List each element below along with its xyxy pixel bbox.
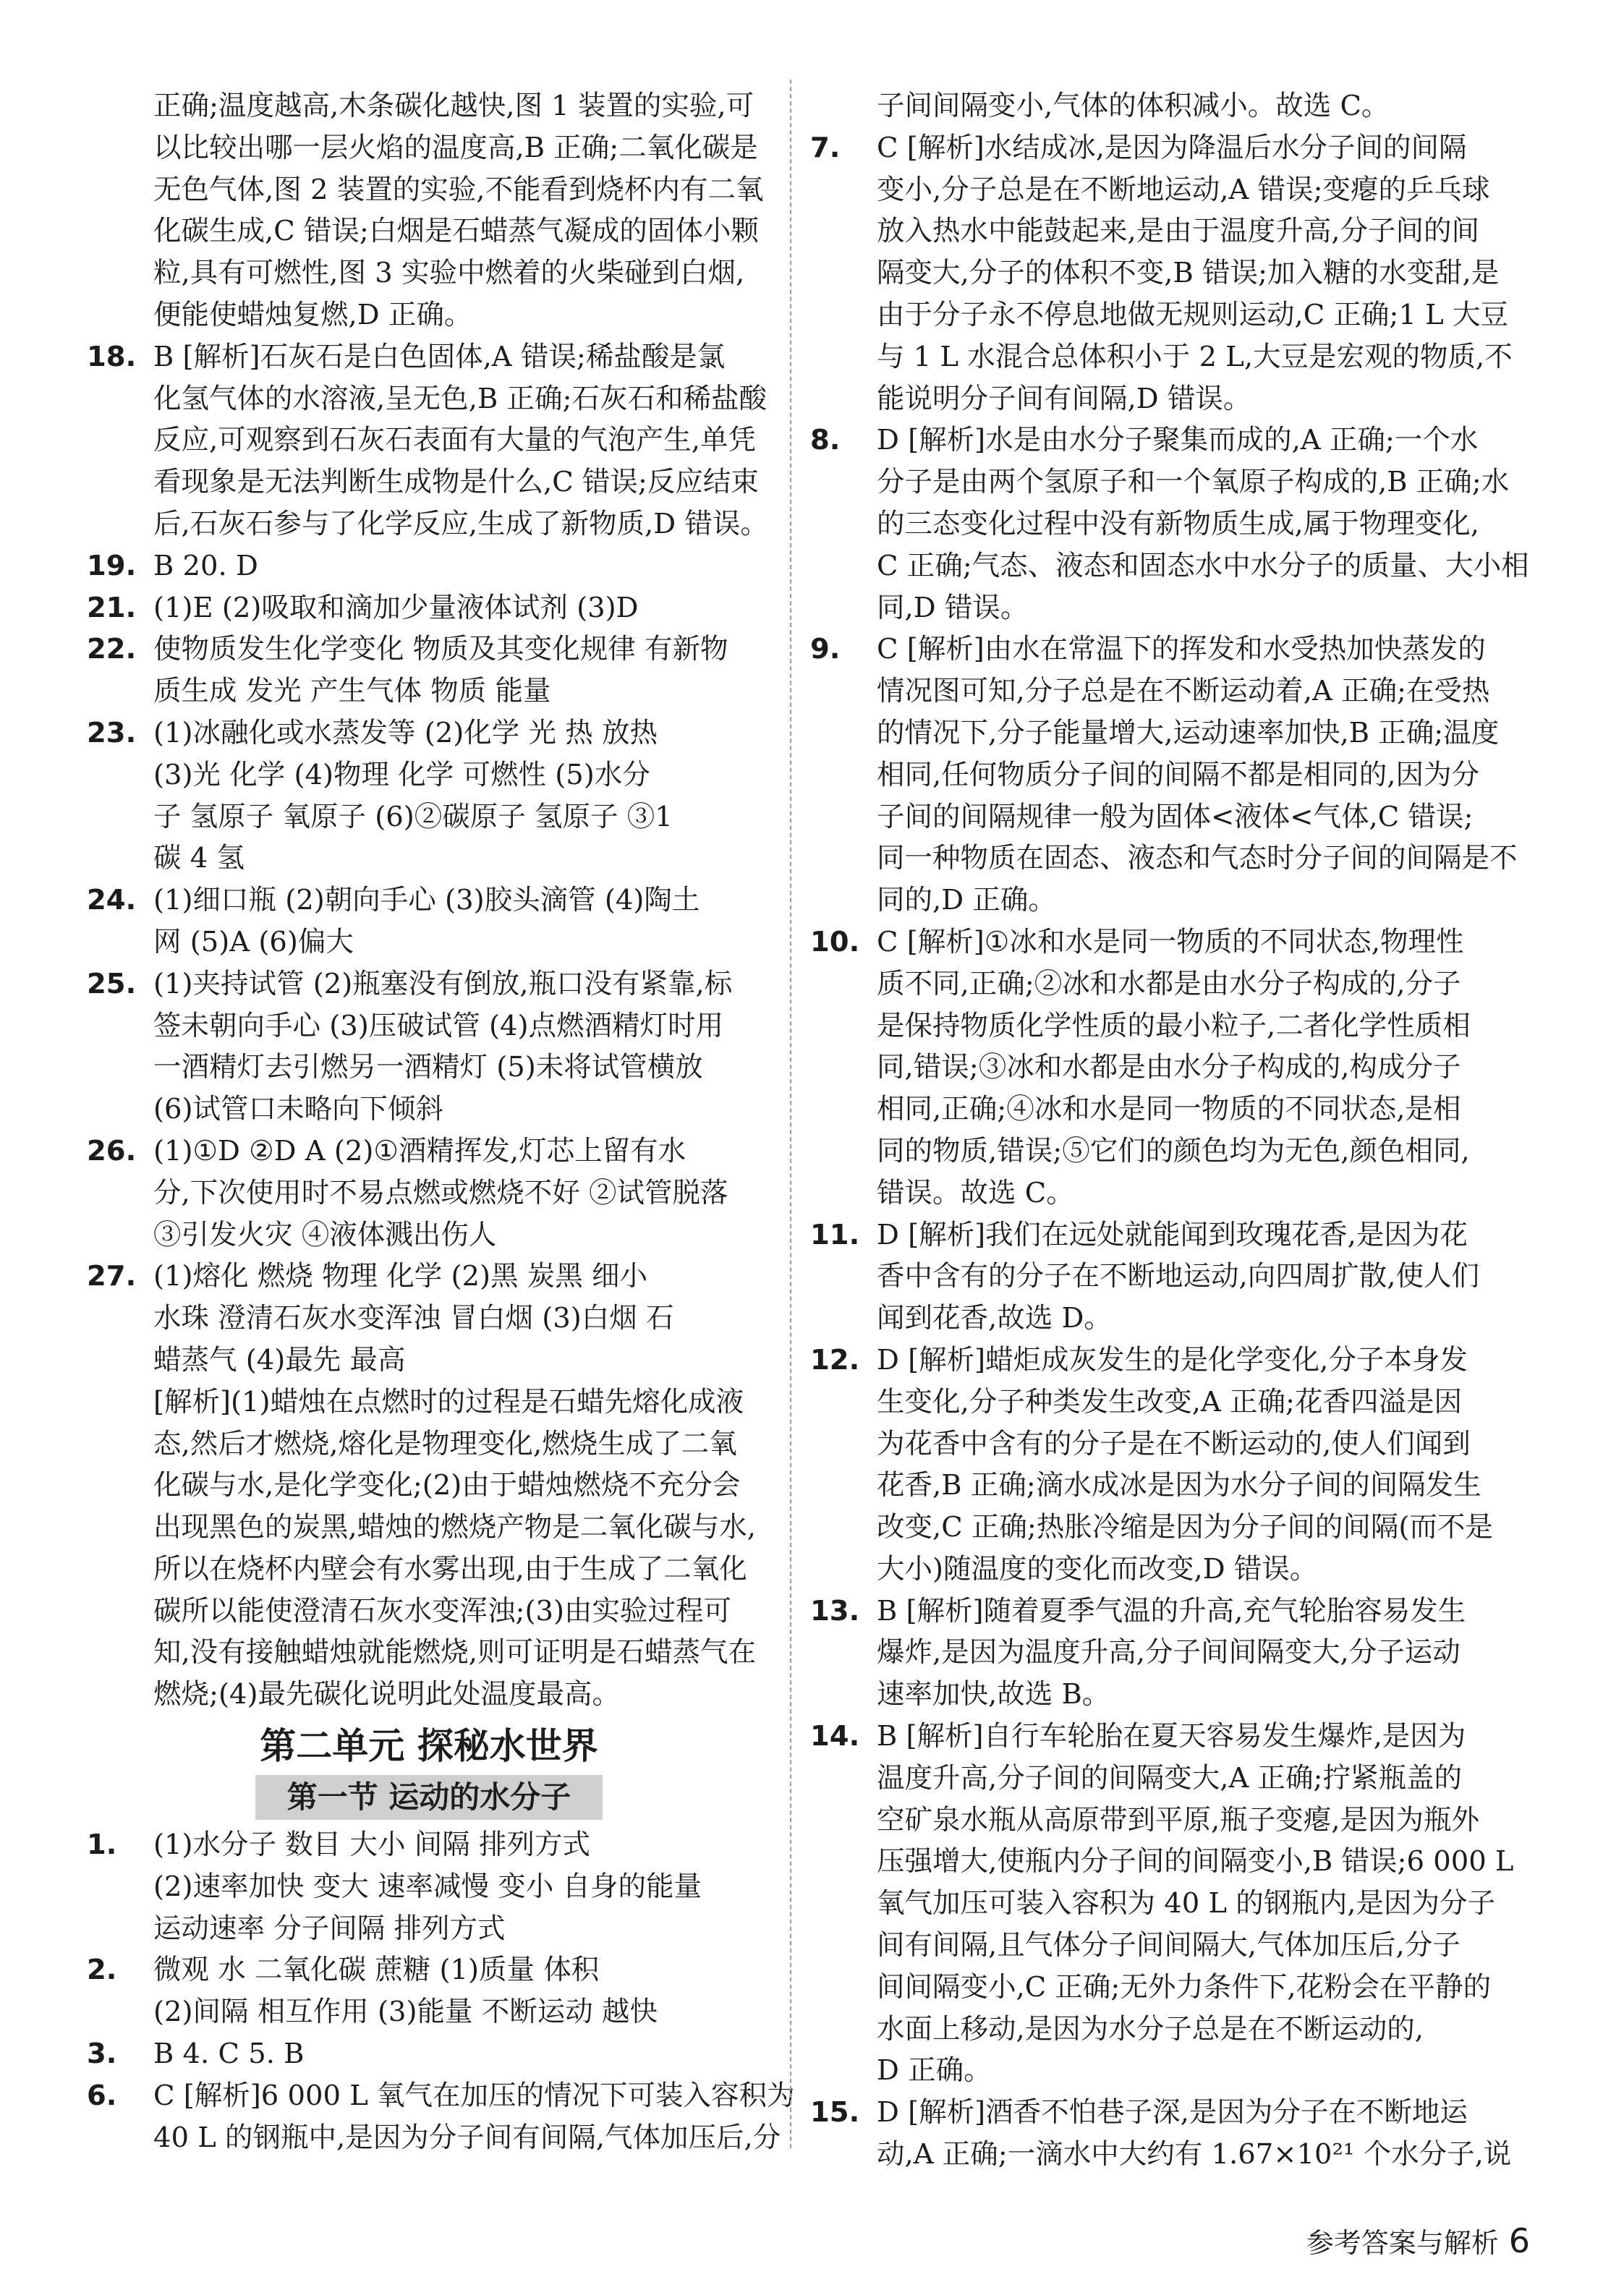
answer-line: B [解析]石灰石是白色固体,A 错误;稀盐酸是氯 <box>153 340 726 373</box>
answer-line: C [解析]水结成冰,是因为降温后水分子间的间隔 <box>877 131 1467 164</box>
answer-line: 知,没有接触蜡烛就能燃烧,则可证明是石蜡蒸气在 <box>153 1636 756 1669</box>
answer-line: D [解析]蜡炬成灰发生的是化学变化,分子本身发 <box>877 1343 1468 1376</box>
answer-number: 19. <box>87 549 137 582</box>
answer-line: 压强增大,使瓶内分子间的间隔变小,B 错误;6 000 L <box>877 1845 1514 1878</box>
answer-item <box>810 420 1529 629</box>
answer-line: 同,D 错误。 <box>877 591 1029 624</box>
answer-line: 看现象是无法判断生成物是什么,C 错误;反应结束 <box>153 466 759 499</box>
answer-line: 分,下次使用时不易点燃或燃烧不好 ②试管脱落 <box>153 1176 728 1209</box>
answer-item <box>810 85 1492 127</box>
answer-line: (1)熔化 燃烧 物理 化学 (2)黑 炭黑 细小 <box>153 1260 647 1293</box>
answer-line: 错误。故选 C。 <box>877 1176 1074 1209</box>
answer-line: 相同,任何物质分子间的间隔不都是相同的,因为分 <box>877 758 1479 791</box>
answer-line: 为花香中含有的分子是在不断运动的,使人们闻到 <box>877 1427 1471 1460</box>
answer-line: 子 氢原子 氧原子 (6)②碳原子 氢原子 ③1 <box>153 800 673 833</box>
answer-line: 出现黑色的炭黑,蜡烛的燃烧产物是二氧化碳与水, <box>153 1511 756 1544</box>
answer-line: 温度升高,分子间的间隔变大,A 正确;拧紧瓶盖的 <box>877 1761 1462 1795</box>
answer-line: 与 1 L 水混合总体积小于 2 L,大豆是宏观的物质,不 <box>877 340 1513 373</box>
answer-line: 质不同,正确;②冰和水都是由水分子构成的,分子 <box>877 967 1461 1000</box>
answer-line: 水面上移动,是因为水分子总是在不断运动的, <box>877 2012 1424 2046</box>
answer-line: (1)细口瓶 (2)朝向手心 (3)胶头滴管 (4)陶土 <box>153 884 700 917</box>
answer-line: 氧气加压可装入容积为 40 L 的钢瓶内,是因为分子 <box>877 1887 1496 1920</box>
answer-line: C [解析]①冰和水是同一物质的不同状态,物理性 <box>877 925 1464 958</box>
answer-line: D [解析]我们在远处就能闻到玫瑰花香,是因为花 <box>877 1218 1468 1251</box>
section-title: 第一节 运动的水分子 <box>255 1775 603 1820</box>
section-title-wrap <box>87 1775 771 1820</box>
answer-item <box>87 1949 771 2033</box>
answer-line: 同的,D 正确。 <box>877 884 1056 917</box>
answer-line: 改变,C 正确;热胀冷缩是因为分子间的间隔(而不是 <box>877 1511 1493 1544</box>
answer-line: B [解析]自行车轮胎在夏天容易发生爆炸,是因为 <box>877 1720 1466 1753</box>
answer-number: 3. <box>87 2038 117 2071</box>
answer-line: 情况图可知,分子总是在不断运动着,A 正确;在受热 <box>877 675 1490 708</box>
answer-item <box>810 1214 1492 1340</box>
answer-item <box>87 1824 771 1949</box>
answer-item <box>87 545 771 587</box>
answer-line: 以比较出哪一层火焰的温度高,B 正确;二氧化碳是 <box>153 131 758 164</box>
answer-item <box>87 2075 795 2159</box>
answer-line: 变小,分子总是在不断地运动,A 错误;变瘪的乒乓球 <box>877 173 1490 206</box>
answer-line: 相同,正确;④冰和水是同一物质的不同状态,是相 <box>877 1093 1461 1126</box>
answer-line: 放入热水中能鼓起来,是由于温度升高,分子间的间 <box>877 215 1479 248</box>
answer-line: 间间隔变小,C 正确;无外力条件下,花粉会在平静的 <box>877 1970 1492 2004</box>
answer-line: 便能使蜡烛复燃,D 正确。 <box>153 298 472 331</box>
answer-line: 生变化,分子种类发生改变,A 正确;花香四溢是因 <box>877 1385 1462 1418</box>
answer-line: 网 (5)A (6)偏大 <box>153 925 354 958</box>
answer-line: 化碳与水,是化学变化;(2)由于蜡烛燃烧不充分会 <box>153 1469 741 1502</box>
answer-line: 香中含有的分子在不断地运动,向四周扩散,使人们 <box>877 1260 1479 1293</box>
answer-line: 签未朝向手心 (3)压破试管 (4)点燃酒精灯时用 <box>153 1009 724 1042</box>
answer-line: 同,错误;③冰和水都是由水分子构成的,构成分子 <box>877 1051 1461 1084</box>
answer-line: 花香,B 正确;滴水成冰是因为水分子间的间隔发生 <box>877 1469 1481 1502</box>
footer-label: 参考答案与解析 <box>1306 2227 1499 2259</box>
answer-line: 间有间隔,且气体分子间间隔大,气体加压后,分子 <box>877 1929 1461 1962</box>
answer-line: (1)E (2)吸取和滴加少量液体试剂 (3)D <box>153 591 639 624</box>
left-answer-list <box>87 85 771 1716</box>
answer-line: (2)速率加快 变大 速率减慢 变小 自身的能量 <box>153 1870 702 1903</box>
answer-number: 27. <box>87 1260 137 1293</box>
answer-number: 8. <box>810 424 841 457</box>
answer-line: 闻到花香,故选 D。 <box>877 1302 1112 1335</box>
answer-line: (2)间隔 相互作用 (3)能量 不断运动 越快 <box>153 1996 658 2029</box>
left-answer-list-section <box>87 1824 795 2158</box>
answer-item <box>87 1256 771 1716</box>
answer-line: 能说明分子间有间隔,D 错误。 <box>877 382 1251 415</box>
answer-line: (3)光 化学 (4)物理 化学 可燃性 (5)水分 <box>153 758 650 791</box>
right-column <box>810 85 1529 2176</box>
answer-item <box>810 1591 1492 1716</box>
right-answer-list <box>810 85 1529 2176</box>
answer-line: (6)试管口未略向下倾斜 <box>153 1093 444 1126</box>
answer-number: 18. <box>87 340 137 373</box>
answer-line: 运动速率 分子间隔 排列方式 <box>153 1912 506 1945</box>
answer-line: 40 L 的钢瓶中,是因为分子间有间隔,气体加压后,分 <box>153 2121 781 2154</box>
answer-item <box>87 587 771 629</box>
answer-line: 碳所以能使澄清石灰水变浑浊;(3)由实验过程可 <box>153 1594 732 1627</box>
answer-line: 由于分子永不停息地做无规则运动,C 正确;1 L 大豆 <box>877 298 1508 331</box>
answer-number: 1. <box>87 1829 117 1862</box>
answer-line: 蜡蒸气 (4)最先 最高 <box>153 1343 406 1376</box>
answer-line: 是保持物质化学性质的最小粒子,二者化学性质相 <box>877 1009 1471 1042</box>
answer-item <box>810 629 1518 921</box>
column-divider <box>790 80 791 2148</box>
answer-number: 12. <box>810 1343 860 1376</box>
answer-line: 水珠 澄清石灰水变浑浊 冒白烟 (3)白烟 石 <box>153 1302 674 1335</box>
answer-item <box>87 336 771 545</box>
answer-line: C [解析]6 000 L 氧气在加压的情况下可装入容积为 <box>153 2079 795 2112</box>
answer-item <box>810 1340 1492 1591</box>
answer-line: 燃烧;(4)最先碳化说明此处温度最高。 <box>153 1678 621 1711</box>
answer-number: 23. <box>87 716 137 749</box>
answer-line: D [解析]水是由水分子聚集而成的,A 正确;一个水 <box>877 424 1479 457</box>
answer-number: 11. <box>810 1218 860 1251</box>
answer-line: 的三态变化过程中没有新物质生成,属于物理变化, <box>877 507 1479 540</box>
answer-number: 10. <box>810 925 860 958</box>
answer-line: ③引发火灾 ④液体溅出伤人 <box>153 1218 497 1251</box>
answer-line: (1)①D ②D A (2)①酒精挥发,灯芯上留有水 <box>153 1134 686 1167</box>
answer-line: B 20. D <box>153 549 258 582</box>
answer-line: 反应,可观察到石灰石表面有大量的气泡产生,单凭 <box>153 424 756 457</box>
answer-number: 6. <box>87 2079 117 2112</box>
answer-line: 后,石灰石参与了化学反应,生成了新物质,D 错误。 <box>153 507 768 540</box>
answer-number: 2. <box>87 1954 117 1987</box>
answer-item <box>87 85 771 336</box>
answer-line: 爆炸,是因为温度升高,分子间间隔变大,分子运动 <box>877 1636 1461 1669</box>
answer-line: C [解析]由水在常温下的挥发和水受热加快蒸发的 <box>877 633 1486 666</box>
answer-line: 碳 4 氢 <box>153 842 245 875</box>
answer-line: 速率加快,故选 B。 <box>877 1678 1110 1711</box>
answer-number: 15. <box>810 2096 860 2129</box>
answer-line: 子间间隔变小,气体的体积减小。故选 C。 <box>877 90 1390 122</box>
answer-line: 微观 水 二氧化碳 蔗糖 (1)质量 体积 <box>153 1954 600 1987</box>
answer-item <box>87 1131 771 1256</box>
left-column <box>87 85 795 2158</box>
unit-title: 第二单元 探秘水世界 <box>260 1725 598 1768</box>
answer-line: 同的物质,错误;⑤它们的颜色均为无色,颜色相同, <box>877 1134 1470 1167</box>
answer-line: 正确;温度越高,木条碳化越快,图 1 装置的实验,可 <box>153 90 754 122</box>
answer-line: 的情况下,分子能量增大,运动速率加快,B 正确;温度 <box>877 716 1500 749</box>
answer-line: 分子是由两个氢原子和一个氧原子构成的,B 正确;水 <box>877 466 1510 499</box>
answer-number: 24. <box>87 884 137 917</box>
answer-line: C 正确;气态、液态和固态水中水分子的质量、大小相 <box>877 549 1529 582</box>
answer-line: 子间的间隔规律一般为固体<液体<气体,C 错误; <box>877 800 1474 833</box>
answer-number: 21. <box>87 591 137 624</box>
answer-item <box>810 1716 1514 2092</box>
answer-item <box>87 2033 771 2075</box>
answer-number: 22. <box>87 633 137 666</box>
answer-line: B 4. C 5. B <box>153 2038 305 2071</box>
answer-line: 同一种物质在固态、液态和气态时分子间的间隔是不 <box>877 842 1518 875</box>
answer-item <box>87 629 771 712</box>
answer-line: 化氢气体的水溶液,呈无色,B 正确;石灰石和稀盐酸 <box>153 382 767 415</box>
answer-line: D [解析]酒香不怕巷子深,是因为分子在不断地运 <box>877 2096 1468 2129</box>
answer-item <box>87 963 771 1131</box>
answer-line: 所以在烧杯内壁会有水雾出现,由于生成了二氧化 <box>153 1552 747 1585</box>
answer-line: (1)冰融化或水蒸发等 (2)化学 光 热 放热 <box>153 716 658 749</box>
answer-line: (1)夹持试管 (2)瓶塞没有倒放,瓶口没有紧靠,标 <box>153 967 733 1000</box>
answer-line: 无色气体,图 2 装置的实验,不能看到烧杯内有二氧 <box>153 173 764 206</box>
answer-line: 大小)随温度的变化而改变,D 错误。 <box>877 1552 1318 1585</box>
answer-number: 7. <box>810 131 841 164</box>
answer-number: 14. <box>810 1720 860 1753</box>
answer-line: 态,然后才燃烧,熔化是物理变化,燃烧生成了二氧 <box>153 1427 737 1460</box>
answer-item <box>87 880 771 963</box>
answer-item <box>810 127 1513 420</box>
answer-number: 9. <box>810 633 841 666</box>
answer-line: 空矿泉水瓶从高原带到平原,瓶子变瘪,是因为瓶外 <box>877 1803 1479 1836</box>
answer-line: 一酒精灯去引燃另一酒精灯 (5)未将试管横放 <box>153 1051 703 1084</box>
answer-number: 25. <box>87 967 137 1000</box>
answer-line: (1)水分子 数目 大小 间隔 排列方式 <box>153 1829 590 1862</box>
answer-number: 26. <box>87 1134 137 1167</box>
answer-item <box>810 2092 1512 2176</box>
answer-line: 化碳生成,C 错误;白烟是石蜡蒸气凝成的固体小颗 <box>153 215 759 248</box>
answer-line: [解析](1)蜡烛在点燃时的过程是石蜡先熔化成液 <box>153 1385 744 1418</box>
answer-line: 质生成 发光 产生气体 物质 能量 <box>153 675 551 708</box>
page-footer <box>1306 2221 1530 2260</box>
answer-line: 使物质发生化学变化 物质及其变化规律 有新物 <box>153 633 728 666</box>
answer-line: 粒,具有可燃性,图 3 实验中燃着的火柴碰到白烟, <box>153 257 745 290</box>
page-number: 6 <box>1508 2221 1530 2260</box>
answer-number: 13. <box>810 1594 860 1627</box>
answer-line: D 正确。 <box>877 2054 992 2087</box>
answer-line: B [解析]随着夏季气温的升高,充气轮胎容易发生 <box>877 1594 1466 1627</box>
answer-item <box>810 921 1492 1214</box>
answer-line: 动,A 正确;一滴水中大约有 1.67×10²¹ 个水分子,说 <box>877 2138 1512 2171</box>
answer-line: 隔变大,分子的体积不变,B 错误;加入糖的水变甜,是 <box>877 257 1500 290</box>
answer-item <box>87 712 771 880</box>
